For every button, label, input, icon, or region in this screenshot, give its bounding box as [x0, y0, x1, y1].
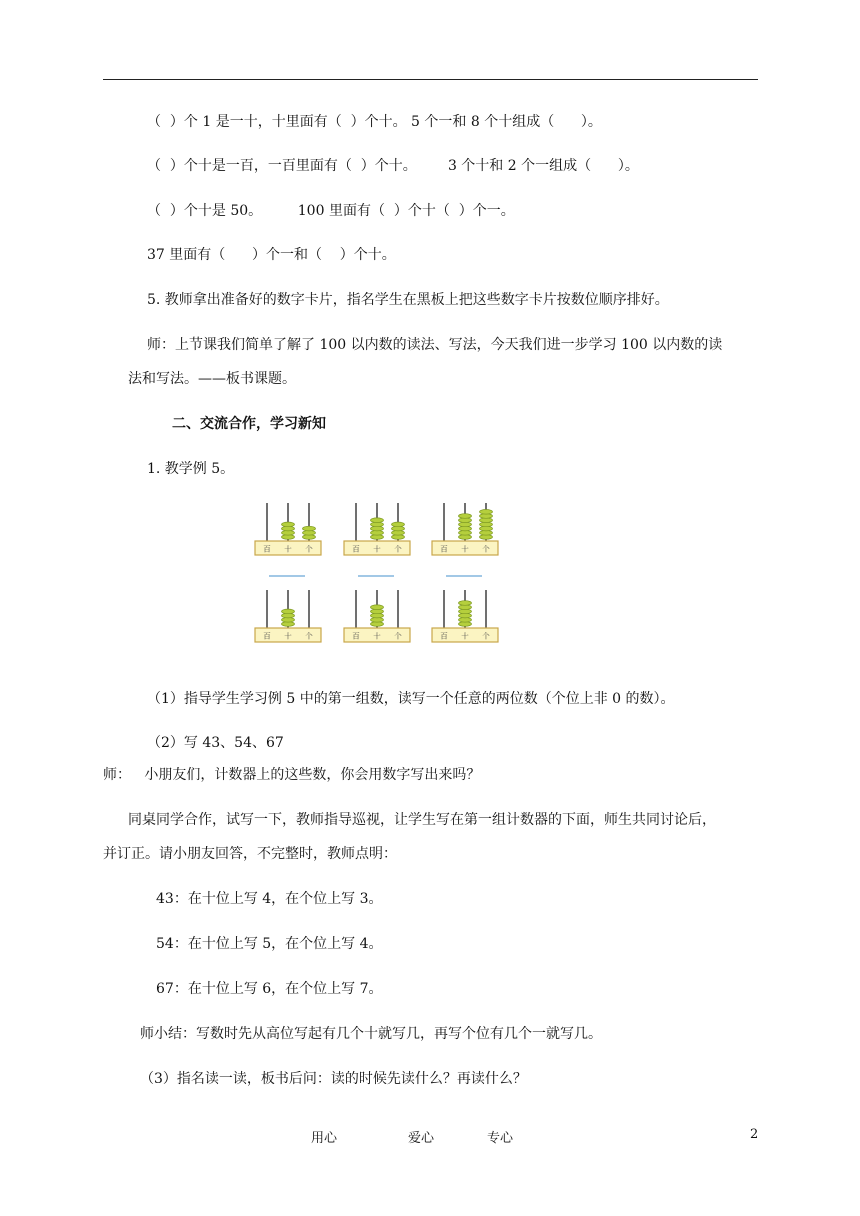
abacus-bead: [459, 514, 472, 519]
footer-word-2: 爱心: [408, 1131, 435, 1146]
place-label-2: 个: [305, 631, 313, 641]
abacus-bead: [282, 522, 295, 527]
place-label-1: 十: [373, 544, 381, 554]
answer-54: 54：在十位上写 5，在个位上写 4。: [156, 936, 383, 952]
abacus-bead: [282, 609, 295, 614]
abacus-bead: [371, 605, 384, 610]
cooperation-line-1: 同桌同学合作，试写一下，教师指导巡视，让学生写在第一组计数器的下面，师生共同讨论后，: [128, 812, 716, 828]
place-label-0: 百: [263, 631, 271, 641]
cooperation-line-2: 并订正。请小朋友回答，不完整时，教师点明：: [103, 846, 397, 862]
guide-item-1: （1）指导学生学习例 5 中的第一组数，读写一个任意的两位数（个位上非 0 的数）。: [147, 691, 675, 707]
answer-67: 67：在十位上写 6，在个位上写 7。: [156, 981, 383, 997]
footer-word-3: 专心: [487, 1131, 514, 1146]
abacus-bead: [459, 601, 472, 606]
place-label-2: 个: [482, 631, 490, 641]
teacher-intro-line-1: 师：上节课我们简单了解了 100 以内数的读法、写法，今天我们进一步学习 100 以内数的读: [147, 337, 723, 353]
abacus-bead: [303, 526, 316, 531]
abacus-figure: [252, 495, 502, 655]
guide-item-2: （2）写 43、54、67: [147, 735, 284, 751]
place-label-2: 个: [305, 544, 313, 554]
place-label-0: 百: [440, 544, 448, 554]
place-label-0: 百: [352, 631, 360, 641]
place-label-1: 十: [284, 631, 292, 641]
fill-blank-line-2: （ ）个十是一百，一百里面有（ ）个十。 3 个十和 2 个一组成（ ）。: [147, 158, 639, 174]
place-label-0: 百: [263, 544, 271, 554]
place-label-2: 个: [482, 544, 490, 554]
place-label-1: 十: [461, 544, 469, 554]
abacus-bead: [480, 510, 493, 515]
place-label-0: 百: [440, 631, 448, 641]
abacus-bead: [392, 522, 405, 527]
footer-word-1: 用心: [311, 1131, 338, 1146]
place-label-1: 十: [373, 631, 381, 641]
answer-43: 43：在十位上写 4，在个位上写 3。: [156, 891, 383, 907]
abacus-bead: [371, 518, 384, 523]
teacher-question: 师： 小朋友们，计数器上的这些数，你会用数字写出来吗？: [103, 767, 481, 783]
step-5-paragraph: 5. 教师拿出准备好的数字卡片，指名学生在黑板上把这些数字卡片按数位顺序排好。: [147, 292, 669, 308]
fill-blank-line-4: 37 里面有（ ）个一和（ ）个十。: [147, 247, 396, 263]
header-rule: [103, 79, 758, 80]
abacus-svg: [252, 495, 502, 655]
page-number: 2: [750, 1127, 759, 1142]
teacher-intro-line-2: 法和写法。——板书课题。: [128, 371, 296, 387]
place-label-1: 十: [461, 631, 469, 641]
place-label-2: 个: [394, 631, 402, 641]
place-label-1: 十: [284, 544, 292, 554]
section-heading: 二、交流合作，学习新知: [172, 416, 326, 432]
guide-item-3: （3）指名读一读，板书后问：读的时候先读什么？再读什么？: [140, 1071, 527, 1087]
fill-blank-line-3: （ ）个十是 50。 100 里面有（ ）个十（ ）个一。: [147, 203, 515, 219]
place-label-2: 个: [394, 544, 402, 554]
example-5-title: 1. 教学例 5。: [147, 461, 235, 477]
teacher-summary: 师小结：写数时先从高位写起有几个十就写几，再写个位有几个一就写几。: [140, 1026, 602, 1042]
fill-blank-line-1: （ ）个 1 是一十，十里面有（ ）个十。 5 个一和 8 个十组成（ ）。: [147, 114, 602, 130]
place-label-0: 百: [352, 544, 360, 554]
